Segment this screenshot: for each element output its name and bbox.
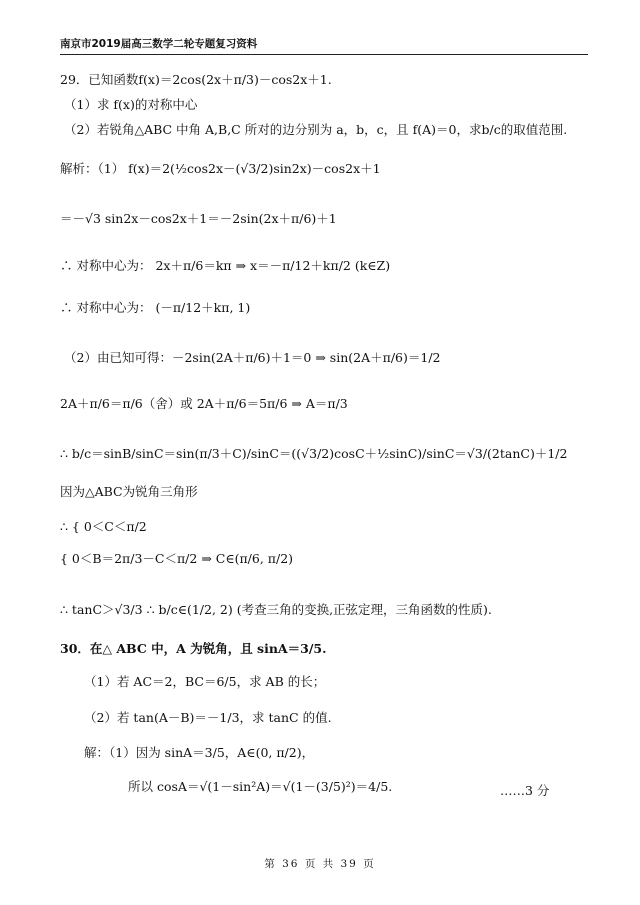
q29-solution-line2: ＝－√3 sin2x－cos2x＋1＝－2sin(2x＋π/6)＋1 xyxy=(60,211,337,226)
q29-part2: （2）若锐角△ABC 中角 A,B,C 所对的边分别为 a，b，c，且 f(A)＝0，求b/c的取值范围. xyxy=(64,122,568,137)
q29-solution-line5: （2）由已知可得：－2sin(2A＋π/6)＋1＝0 ⇒ sin(2A＋π/6)＝1/2 xyxy=(64,350,441,365)
q30-stem: 30．在△ ABC 中，A 为锐角，且 sinA＝3/5. xyxy=(60,641,327,656)
q29-solution-system-1: ∴ { 0＜C＜π/2 xyxy=(60,519,147,534)
q30-solution-line1: 解：（1）因为 sinA＝3/5，A∈(0, π/2)， xyxy=(84,745,315,760)
q30-part1: （1）若 AC＝2，BC＝6/5，求 AB 的长； xyxy=(84,674,326,689)
q29-solution-line8: 因为△ABC为锐角三角形 xyxy=(60,484,198,499)
q29-solution-line3: ∴ 对称中心为： 2x＋π/6＝kπ ⇒ x＝－π/12＋kπ/2 (k∈Z) xyxy=(60,258,391,273)
q30-solution-line2: 所以 cosA＝√(1－sin²A)＝√(1－(3/5)²)＝4/5. xyxy=(128,779,393,794)
q29-part1: （1）求 f(x)的对称中心 xyxy=(64,97,198,112)
page-number: 第 36 页 共 39 页 xyxy=(264,858,376,870)
q29-solution-line6: 2A＋π/6＝π/6（舍）或 2A＋π/6＝5π/6 ⇒ A＝π/3 xyxy=(60,396,348,411)
q30-part2: （2）若 tan(A－B)＝－1/3，求 tanC 的值. xyxy=(84,710,332,725)
page-header: 南京市2019届高三数学二轮专题复习资料 xyxy=(60,36,588,55)
q29-stem: 29．已知函数f(x)＝2cos(2x＋π/3)－cos2x＋1. xyxy=(60,72,332,87)
score-note: ……3 分 xyxy=(500,783,550,798)
q29-solution-line1: 解析：（1） f(x)＝2(½cos2x－(√3/2)sin2x)－cos2x＋1 xyxy=(60,161,381,176)
q29-solution-system-2: { 0＜B＝2π/3－C＜π/2 ⇒ C∈(π/6, π/2) xyxy=(60,551,294,566)
q29-solution-line4: ∴ 对称中心为： (－π/12＋kπ, 1) xyxy=(60,300,251,315)
q29-solution-line7: ∴ b/c＝sinB/sinC＝sin(π/3＋C)/sinC＝((√3/2)cosC＋½sinC)/sinC＝√3/(2tanC)＋1/2 xyxy=(60,446,568,461)
q29-solution-line11: ∴ tanC＞√3/3 ∴ b/c∈(1/2, 2) (考查三角的变换,正弦定理，三角函数的性质). xyxy=(60,602,492,617)
